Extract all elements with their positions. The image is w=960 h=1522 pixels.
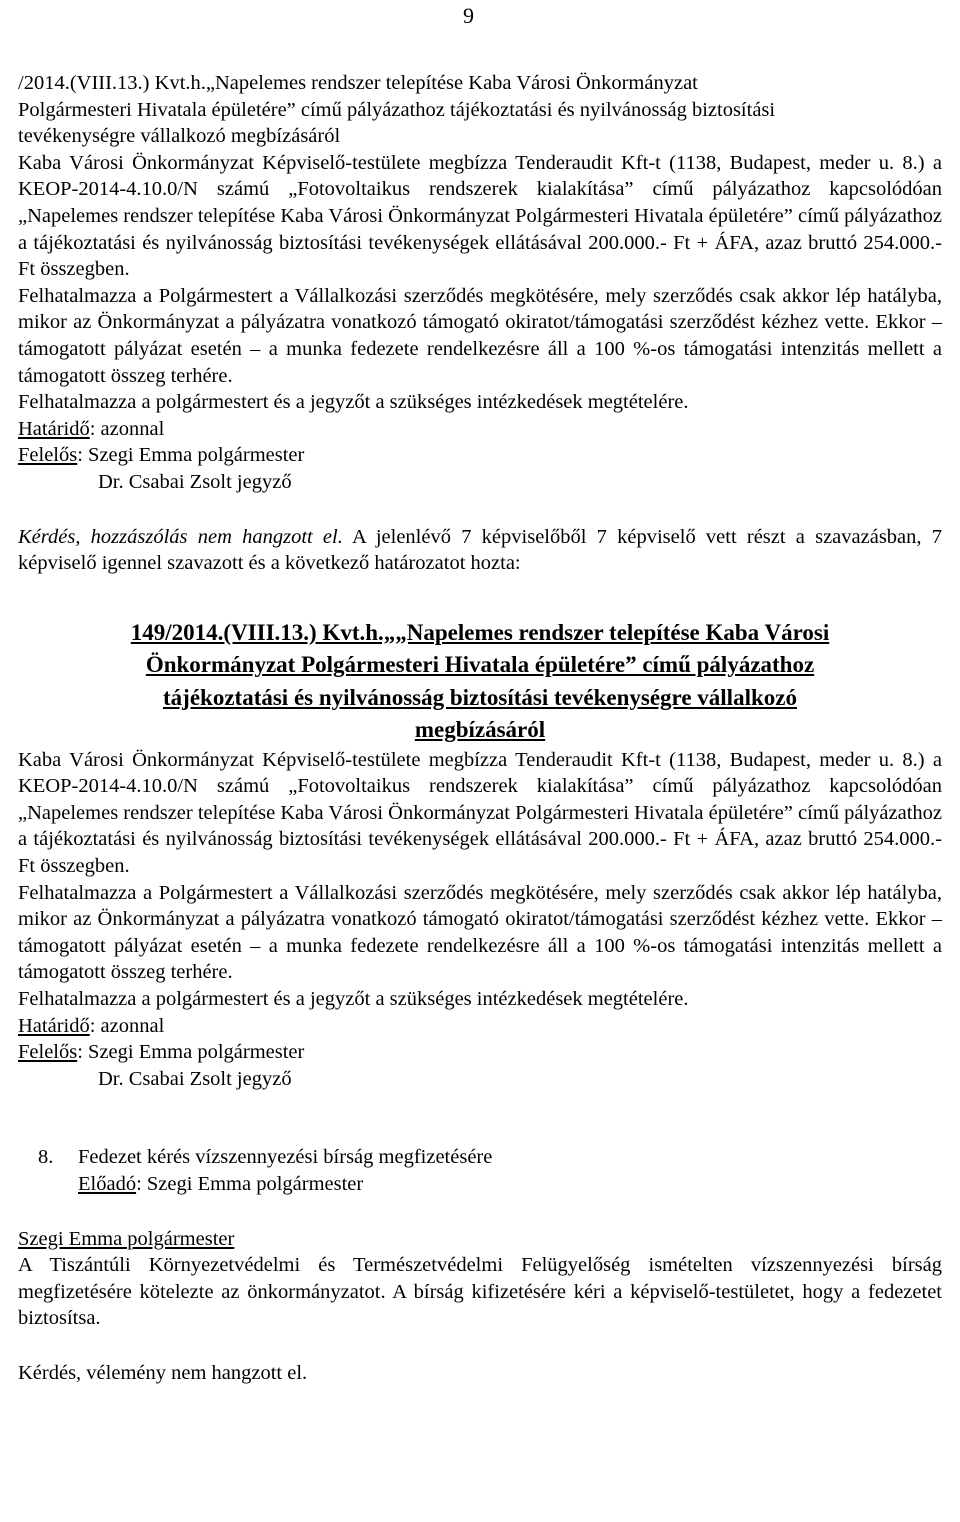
deadline-label: Határidő [18,417,90,440]
agenda-number: 8. [38,1146,54,1169]
deadline-value: : azonnal [89,417,165,440]
heading-line: tájékoztatási és nyilvánosság biztosítási tevékenységre vállalkozó [163,684,797,710]
vote-statement [18,524,942,577]
agenda-title-line [38,1144,942,1171]
responsible-label: Felelős [18,444,78,467]
previous-resolution-title [18,70,942,150]
vote-question-remark: Kérdés, hozzászólás nem hangzott el. [18,525,343,548]
heading-line: megbízásáról [414,717,546,743]
presenter-value: : Szegi Emma polgármester [136,1173,364,1195]
responsible-label: Felelős [18,1041,78,1064]
responsible-line [18,442,942,469]
document-body [18,70,942,1387]
responsible-line [18,1039,942,1066]
heading-line: Önkormányzat Polgármesteri Hivatala épületére” című pályázathoz [145,652,815,678]
resolution-body: Kaba Városi Önkormányzat Képviselő-testülete megbízza Tenderaudit Kft-t (1138, Budapest, meder u. 8.) a KEOP-2014-4.10.0/N számú „Fotovoltaikus rendszerek kialakítása” című pályázathoz kapcsolódóan „Napelemes rendszer telepítése Kaba Városi Önkormányzat Polgármesteri Hivatala épületére” című pályázathoz a tájékoztatási és nyilvánosság biztosítási tevékenységek ellátásával 200.000.- Ft + ÁFA, azaz bruttó 254.000.- Ft összegben. [18,151,942,281]
responsible-value: : Szegi Emma polgármester [77,444,305,467]
deadline-value: : azonnal [89,1014,165,1037]
deadline-label: Határidő [18,1014,90,1037]
presenter-line [38,1171,942,1198]
deadline-line [18,416,942,443]
speaker-text: A Tiszántúli Környezetvédelmi és Természetvédelmi Felügyelőség ismételten vízszennyezési bírság megfizetésére kötelezte az önkormányzatot. A bírság kifizetésére kéri a képviselő-testületet, hogy a fedezetet biztosítsa. [18,1254,942,1330]
authorization-text: Felhatalmazza a Polgármestert a Vállalkozási szerződés megkötésére, mely szerződés csak akkor lép hatályba, mikor az Önkormányzat a pályázatra vonatkozó támogató okiratot/támogatási szerződést kézhez vette. Ekkor – támogatott pályázat esetén – a munka fedezete rendelkezésre áll a 100 %-os támogatási intenzitás mellett a támogatott összeg terhére. [18,284,942,387]
presenter-label: Előadó [78,1173,137,1195]
responsible-second: Dr. Csabai Zsolt jegyző [98,470,292,493]
deadline-line [18,1013,942,1040]
resolution-body: Kaba Városi Önkormányzat Képviselő-testülete megbízza Tenderaudit Kft-t (1138, Budapest, meder u. 8.) a KEOP-2014-4.10.0/N számú „Fotovoltaikus rendszerek kialakítása” című pályázathoz kapcsolódóan „Napelemes rendszer telepítése Kaba Városi Önkormányzat Polgármesteri Hivatala épületére” című pályázathoz a tájékoztatási és nyilvánosság biztosítási tevékenységek ellátásával 200.000.- Ft + ÁFA, azaz bruttó 254.000.- Ft összegben. [18,748,942,878]
authorization-text-2: Felhatalmazza a polgármestert és a jegyzőt a szükséges intézkedések megtételére. [18,988,689,1011]
title-line: Polgármesteri Hivatala épületére” című pályázathoz tájékoztatási és nyilvánosság biztosítási [18,98,776,121]
speaker-name: Szegi Emma polgármester [18,1227,235,1250]
authorization-text: Felhatalmazza a Polgármestert a Vállalkozási szerződés megkötésére, mely szerződés csak akkor lép hatályba, mikor az Önkormányzat a pályázatra vonatkozó támogató okiratot/támogatási szerződést kézhez vette. Ekkor – támogatott pályázat esetén – a munka fedezete rendelkezésre áll a 100 %-os támogatási intenzitás mellett a támogatott összeg terhére. [18,881,942,984]
responsible-second: Dr. Csabai Zsolt jegyző [98,1067,292,1090]
heading-line: 149/2014.(VIII.13.) Kvt.h.„„Napelemes rendszer telepítése Kaba Városi [130,619,830,645]
agenda-title: Fedezet kérés vízszennyezési bírság megfizetésére [78,1146,493,1169]
closing-remark: Kérdés, vélemény nem hangzott el. [18,1361,308,1384]
authorization-text-2: Felhatalmazza a polgármestert és a jegyzőt a szükséges intézkedések megtételére. [18,391,689,414]
agenda-item-8 [18,1144,942,1197]
vote-result: A jelenlévő 7 képviselőből 7 képviselő vett részt a szavazásban, 7 képviselő igennel szavazott és a következő határozatot hozta: [18,525,943,575]
title-line: /2014.(VIII.13.) Kvt.h.„Napelemes rendszer telepítése Kaba Városi Önkormányzat [18,72,698,94]
responsible-value: : Szegi Emma polgármester [77,1041,305,1064]
previous-resolution [18,70,942,496]
resolution-heading [18,617,942,747]
page-number: 9 [463,3,474,28]
speaker-section [18,1226,942,1332]
title-line: tevékenységre vállalkozó megbízásáról [18,125,341,148]
resolution-149 [18,617,942,1093]
